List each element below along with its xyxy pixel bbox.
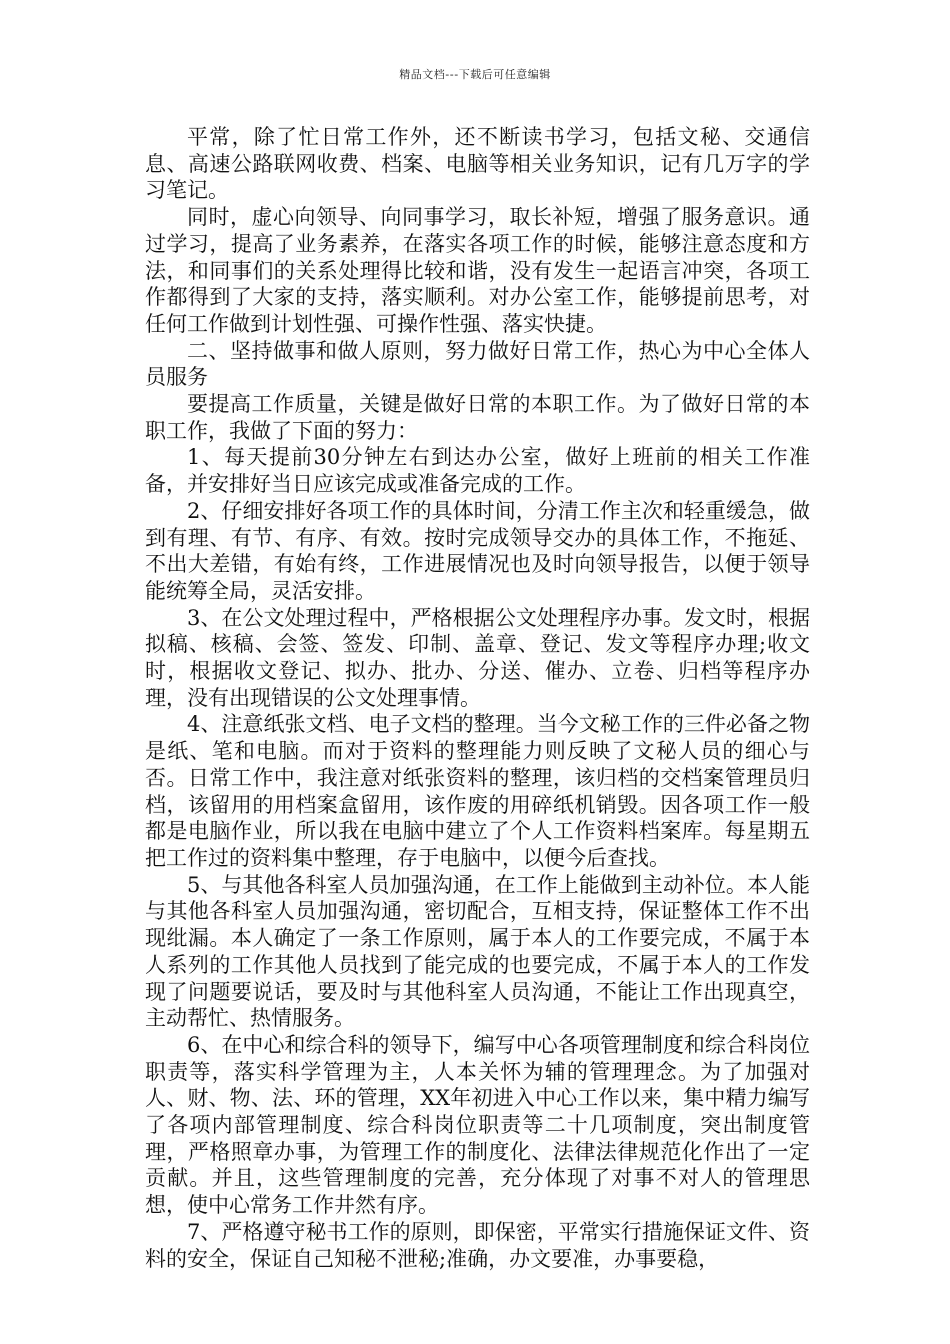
list-item: 3、在公文处理过程中，严格根据公文处理程序办事。发文时，根据拟稿、核稿、会签、签发、印制、盖章、登记、发文等程序办理;收文时，根据收文登记、拟办、批办、分送、催办、立卷、归档等程序办理，没有出现错误的公文处理事情。: [145, 605, 810, 710]
page-header: 精品文档---下载后可任意编辑: [399, 68, 551, 81]
list-item: 4、注意纸张文档、电子文档的整理。当今文秘工作的三件必备之物是纸、笔和电脑。而对于资料的整理能力则反映了文秘人员的细心与否。日常工作中，我注意对纸张资料的整理，该归档的交档案管理员归档，该留用的用档案盒留用，该作废的用碎纸机销毁。因各项工作一般都是电脑作业，所以我在电脑中建立了个人工作资料档案库。每星期五把工作过的资料集中整理，存于电脑中，以便今后查找。: [145, 712, 810, 870]
document-body: [145, 124, 810, 1272]
list-item: 7、严格遵守秘书工作的原则，即保密，平常实行措施保证文件、资料的安全，保证自己知秘不泄秘;准确，办文要准，办事要稳，: [145, 1219, 810, 1271]
list-item: 6、在中心和综合科的领导下，编写中心各项管理制度和综合科岗位职责等，落实科学管理为主，人本关怀为辅的管理理念。为了加强对人、财、物、法、环的管理，XX年初进入中心工作以来，集中精力编写了各项内部管理制度、综合科岗位职责等二十几项制度，突出制度管理，严格照章办事，为管理工作的制度化、法律法律规范化作出了一定贡献。并且，这些管理制度的完善，充分体现了对事不对人的管理思想，使中心常务工作井然有序。: [145, 1032, 810, 1218]
paragraph: 要提高工作质量，关键是做好日常的本职工作。为了做好日常的本职工作，我做了下面的努力：: [145, 392, 810, 443]
paragraph: 平常，除了忙日常工作外，还不断读书学习，包括文秘、交通信息、高速公路联网收费、档案、电脑等相关业务知识，记有几万字的学习笔记。: [145, 125, 810, 203]
list-item: 2、仔细安排好各项工作的具体时间，分清工作主次和轻重缓急，做到有理、有节、有序、有效。按时完成领导交办的具体工作，不拖延、不出大差错，有始有终，工作进展情况也及时向领导报告，以便于领导能统筹全局，灵活安排。: [145, 498, 810, 603]
list-item: 5、与其他各科室人员加强沟通，在工作上能做到主动补位。本人能与其他各科室人员加强沟通，密切配合，互相支持，保证整体工作不出现纰漏。本人确定了一条工作原则，属于本人的工作要完成，不属于本人系列的工作其他人员找到了能完成的也要完成，不属于本人的工作发现了问题要说话，要及时与其他科室人员沟通，不能让工作出现真空，主动帮忙、热情服务。: [145, 872, 810, 1031]
list-item: 1、每天提前30分钟左右到达办公室，做好上班前的相关工作准备，并安排好当日应该完成或准备完成的工作。: [145, 445, 810, 497]
paragraph: 同时，虚心向领导、向同事学习，取长补短，增强了服务意识。通过学习，提高了业务素养，在落实各项工作的时候，能够注意态度和方法，和同事们的关系处理得比较和谐，没有发生一起语言冲突，各项工作都得到了大家的支持，落实顺利。对办公室工作，能够提前思考，对任何工作做到计划性强、可操作性强、落实快捷。: [145, 205, 810, 336]
section-heading: 二、坚持做事和做人原则，努力做好日常工作，热心为中心全体人员服务: [145, 338, 810, 390]
